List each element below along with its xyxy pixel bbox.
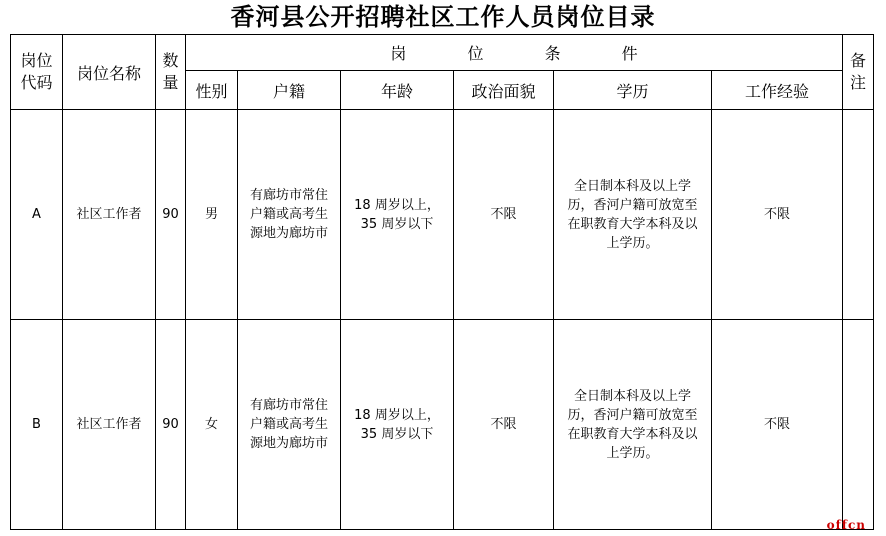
table-row [11, 110, 874, 320]
header-politics: 政治面貌 [454, 71, 554, 110]
cell-politics: 不限 [454, 320, 554, 530]
cell-remark [843, 320, 874, 530]
header-count: 数量 [156, 35, 186, 110]
header-conditions: 岗 位 条 件 [186, 35, 843, 71]
table-row [11, 320, 874, 530]
cell-huji: 有廊坊市常住户籍或高考生源地为廊坊市 [238, 320, 341, 530]
cell-age: 18 周岁以上，35 周岁以下 [341, 110, 454, 320]
page-title: 香河县公开招聘社区工作人员岗位目录 [230, 3, 656, 31]
header-age: 年龄 [341, 71, 454, 110]
header-remark: 备注 [843, 35, 874, 110]
cell-name: 社区工作者 [63, 320, 156, 530]
cell-name: 社区工作者 [63, 110, 156, 320]
cell-experience: 不限 [712, 320, 843, 530]
header-code: 岗位代码 [11, 35, 63, 110]
cell-count: 90 [156, 320, 186, 530]
cell-gender: 男 [186, 110, 238, 320]
watermark-logo: offcn [826, 518, 866, 532]
header-experience: 工作经验 [712, 71, 843, 110]
header-huji: 户籍 [238, 71, 341, 110]
cell-experience: 不限 [712, 110, 843, 320]
cell-education: 全日制本科及以上学历，香河户籍可放宽至在职教育大学本科及以上学历。 [554, 320, 712, 530]
header-education: 学历 [554, 71, 712, 110]
cell-count: 90 [156, 110, 186, 320]
positions-table [10, 34, 874, 530]
cell-code: B [11, 320, 63, 530]
cell-code: A [11, 110, 63, 320]
cell-remark [843, 110, 874, 320]
header-name: 岗位名称 [63, 35, 156, 110]
header-gender: 性别 [186, 71, 238, 110]
cell-gender: 女 [186, 320, 238, 530]
cell-huji: 有廊坊市常住户籍或高考生源地为廊坊市 [238, 110, 341, 320]
cell-age: 18 周岁以上，35 周岁以下 [341, 320, 454, 530]
cell-education: 全日制本科及以上学历，香河户籍可放宽至在职教育大学本科及以上学历。 [554, 110, 712, 320]
cell-politics: 不限 [454, 110, 554, 320]
